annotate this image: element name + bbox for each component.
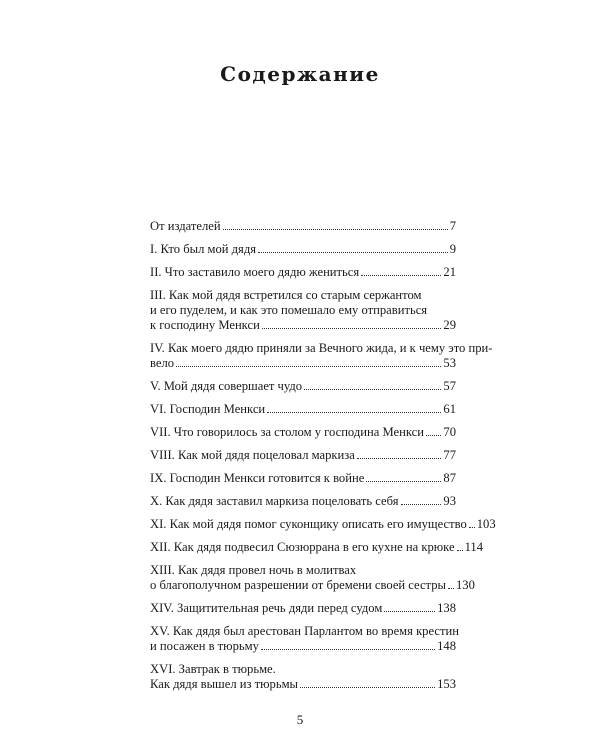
- toc-entry: [150, 402, 456, 417]
- toc-entry-text: IX. Господин Менкси готовится к войне: [150, 471, 365, 485]
- toc-entry-row: [150, 242, 456, 257]
- dot-leader: [304, 379, 441, 390]
- toc-entry: [150, 563, 475, 593]
- toc-entry-text: III. Как мой дядя встретился со старым сержантом: [150, 288, 422, 302]
- toc-entry-page: 87: [443, 471, 456, 485]
- page-title: Содержание: [220, 62, 380, 86]
- dot-leader: [448, 578, 454, 589]
- toc-entry-page: 153: [437, 677, 456, 691]
- toc-entry: [150, 517, 496, 532]
- toc-entry-row: [150, 578, 475, 593]
- toc-entry: [150, 624, 459, 654]
- toc-entry-page: 57: [443, 379, 456, 393]
- toc-entry-text: XIII. Как дядя провел ночь в молитвах: [150, 563, 357, 577]
- dot-leader: [258, 242, 448, 253]
- toc-entry-text: II. Что заставило моего дядю жениться: [150, 265, 360, 279]
- toc-entry: [150, 448, 456, 463]
- toc-entry-text: От издателей: [150, 219, 221, 233]
- toc-entry: [150, 471, 456, 486]
- toc-entry-text: и посажен в тюрьму: [150, 639, 259, 653]
- toc-entry-text: XVI. Завтрак в тюрьме.: [150, 662, 276, 676]
- toc-entry-row: [150, 356, 456, 371]
- toc-entry-page: 103: [476, 517, 496, 531]
- dot-leader: [426, 425, 441, 436]
- dot-leader: [469, 517, 475, 528]
- dot-leader: [401, 494, 442, 505]
- toc-entry-text: I. Кто был мой дядя: [150, 242, 257, 256]
- toc-entry-page: 77: [443, 448, 456, 462]
- toc-entry-page: 29: [443, 318, 456, 332]
- toc-entry-page: 70: [443, 425, 456, 439]
- toc-entry-row: [150, 402, 456, 417]
- toc-entry-page: 53: [443, 356, 456, 370]
- toc-entry-row: [150, 425, 456, 440]
- toc-entry: [150, 601, 456, 616]
- toc-entry: [150, 341, 493, 371]
- toc-entry-page: 9: [449, 242, 456, 256]
- table-of-contents: [150, 219, 496, 700]
- toc-entry-page: 93: [443, 494, 456, 508]
- toc-entry-page: 21: [443, 265, 456, 279]
- toc-entry-text: Как дядя вышел из тюрьмы: [150, 677, 299, 691]
- dot-leader: [261, 639, 435, 650]
- toc-entry-page: 130: [455, 578, 475, 592]
- toc-entry-text: XV. Как дядя был арестован Парлантом во время крестин: [150, 624, 459, 638]
- toc-entry-text: VI. Господин Менкси: [150, 402, 266, 416]
- dot-leader: [361, 265, 441, 276]
- toc-entry-row: [150, 265, 456, 280]
- dot-leader: [223, 219, 448, 230]
- toc-entry-row: [150, 517, 496, 532]
- toc-entry-row: [150, 677, 456, 692]
- toc-entry-row: [150, 639, 456, 654]
- toc-entry: [150, 494, 456, 509]
- toc-entry-row: [150, 379, 456, 394]
- toc-entry-page: 61: [443, 402, 456, 416]
- toc-entry-text: X. Как дядя заставил маркиза поцеловать себя: [150, 494, 399, 508]
- toc-entry-text: VIII. Как мой дядя поцеловал маркиза: [150, 448, 355, 462]
- toc-entry-text: о благополучном разрешении от бремени своей сестры: [150, 578, 446, 592]
- toc-entry-text: V. Мой дядя совершает чудо: [150, 379, 303, 393]
- toc-entry-text: XI. Как мой дядя помог суконщику описать его имущество: [150, 517, 467, 531]
- toc-entry-text: VII. Что говорилось за столом у господина Менкси: [150, 425, 424, 439]
- dot-leader: [457, 540, 463, 551]
- dot-leader: [300, 677, 435, 688]
- toc-entry-row: [150, 318, 456, 333]
- toc-entry-page: 114: [464, 540, 484, 554]
- toc-entry: [150, 265, 456, 280]
- toc-entry-page: 148: [437, 639, 456, 653]
- toc-entry-page: 7: [449, 219, 456, 233]
- toc-entry-row: [150, 494, 456, 509]
- toc-entry: [150, 540, 484, 555]
- toc-entry-text: вело: [150, 356, 175, 370]
- toc-entry: [150, 242, 456, 257]
- dot-leader: [366, 471, 441, 482]
- toc-entry-text: к господину Менкси: [150, 318, 260, 332]
- toc-entry-page: 138: [437, 601, 456, 615]
- toc-entry: [150, 379, 456, 394]
- dot-leader: [384, 601, 435, 612]
- dot-leader: [262, 318, 442, 329]
- dot-leader: [357, 448, 442, 459]
- toc-entry-text: и его пуделем, и как это помешало ему отправиться: [150, 303, 428, 317]
- dot-leader: [176, 356, 441, 367]
- toc-entry-row: [150, 471, 456, 486]
- toc-entry-row: [150, 219, 456, 234]
- dot-leader: [267, 402, 441, 413]
- toc-entry: [150, 662, 456, 692]
- toc-entry-text: XII. Как дядя подвесил Сюзюррана в его кухне на крюке: [150, 540, 455, 554]
- toc-entry: [150, 425, 456, 440]
- page-number: 5: [296, 712, 304, 727]
- toc-entry-text: IV. Как моего дядю приняли за Вечного жида, и к чему это при-: [150, 341, 493, 355]
- toc-entry: [150, 219, 456, 234]
- toc-entry-row: [150, 601, 456, 616]
- toc-entry-text: XIV. Защитительная речь дяди перед судом: [150, 601, 383, 615]
- toc-entry: [150, 288, 456, 333]
- toc-entry-row: [150, 448, 456, 463]
- toc-entry-row: [150, 540, 484, 555]
